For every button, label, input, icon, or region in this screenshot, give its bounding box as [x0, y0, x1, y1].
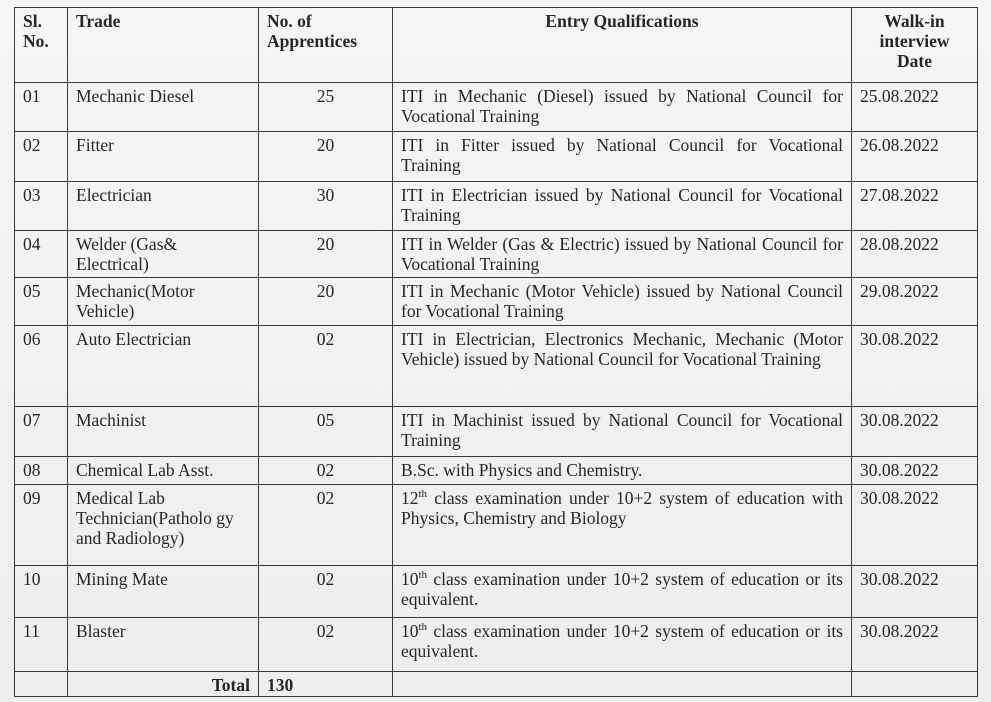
trade-cell: Electrician [68, 182, 259, 231]
trade-cell: Mechanic(Motor Vehicle) [68, 278, 259, 326]
trade-cell: Fitter [68, 132, 259, 182]
qualification-text: class examination under 10+2 system of education or its equivalent. [401, 569, 843, 609]
qualification-cell: ITI in Electrician issued by National Council for Vocational Training [393, 182, 852, 231]
total-row [15, 672, 978, 697]
date-cell: 30.08.2022 [852, 566, 978, 618]
apprentices-cell: 02 [259, 485, 393, 566]
date-cell: 26.08.2022 [852, 132, 978, 182]
header-qualifications [393, 8, 852, 83]
header-qualifications-text: Entry Qualifications [545, 11, 699, 31]
apprentices-cell: 30 [259, 182, 393, 231]
header-date-line2: interview [879, 31, 950, 51]
qualification-text: class examination under 10+2 system of education with Physics, Chemistry and Biology [401, 488, 843, 528]
apprentices-cell: 02 [259, 457, 393, 485]
qualification-cell: B.Sc. with Physics and Chemistry. [393, 457, 852, 485]
sl-no-cell: 06 [15, 326, 68, 407]
trade-cell: Chemical Lab Asst. [68, 457, 259, 485]
sl-no-cell: 05 [15, 278, 68, 326]
table-row [15, 485, 978, 566]
table-header-row [15, 8, 978, 83]
sl-no-cell: 04 [15, 231, 68, 278]
header-date-line1: Walk-in [884, 11, 945, 31]
ordinal-suffix: th [418, 488, 428, 500]
date-cell: 30.08.2022 [852, 485, 978, 566]
sl-no-cell: 01 [15, 83, 68, 132]
header-apprentices-line2: Apprentices [267, 31, 358, 51]
trade-cell: Blaster [68, 618, 259, 672]
date-cell: 30.08.2022 [852, 326, 978, 407]
table-row [15, 407, 978, 457]
qualification-class-number: 10 [401, 569, 419, 589]
table-row [15, 566, 978, 618]
qualification-cell: ITI in Electrician, Electronics Mechanic, Mechanic (Motor Vehicle) issued by National Council for Vocational Training [393, 326, 852, 407]
header-sl-no-line2: No. [23, 31, 49, 51]
ordinal-suffix: th [418, 569, 428, 581]
qualification-cell [393, 485, 852, 566]
table-row [15, 618, 978, 672]
table-row [15, 83, 978, 132]
ordinal-suffix: th [418, 621, 428, 633]
table-row [15, 326, 978, 407]
table-row [15, 182, 978, 231]
trade-cell: Machinist [68, 407, 259, 457]
total-label: Total [68, 672, 259, 697]
trade-cell: Medical Lab Technician(Patholo gy and Radiology) [68, 485, 259, 566]
header-date-line3: Date [897, 51, 932, 71]
qualification-cell [393, 618, 852, 672]
qualification-text: class examination under 10+2 system of education or its equivalent. [401, 621, 843, 661]
header-date [852, 8, 978, 83]
date-cell: 30.08.2022 [852, 407, 978, 457]
qualification-cell: ITI in Welder (Gas & Electric) issued by National Council for Vocational Training [393, 231, 852, 278]
sl-no-cell: 03 [15, 182, 68, 231]
trade-cell: Auto Electrician [68, 326, 259, 407]
trade-cell: Welder (Gas& Electrical) [68, 231, 259, 278]
qualification-cell: ITI in Mechanic (Diesel) issued by National Council for Vocational Training [393, 83, 852, 132]
sl-no-cell: 07 [15, 407, 68, 457]
total-empty-cell [393, 672, 852, 697]
date-cell: 30.08.2022 [852, 457, 978, 485]
sl-no-cell: 09 [15, 485, 68, 566]
qualification-cell [393, 566, 852, 618]
apprentices-cell: 20 [259, 278, 393, 326]
header-trade [68, 8, 259, 83]
qualification-cell: ITI in Fitter issued by National Council for Vocational Training [393, 132, 852, 182]
apprentices-cell: 20 [259, 132, 393, 182]
qualification-class-number: 12 [401, 488, 419, 508]
qualification-class-number: 10 [401, 621, 419, 641]
table-row [15, 132, 978, 182]
header-sl-no-line1: Sl. [23, 11, 42, 31]
apprentices-cell: 02 [259, 566, 393, 618]
sl-no-cell: 10 [15, 566, 68, 618]
apprentices-cell: 25 [259, 83, 393, 132]
total-empty-cell [852, 672, 978, 697]
apprentices-cell: 20 [259, 231, 393, 278]
date-cell: 29.08.2022 [852, 278, 978, 326]
qualification-cell: ITI in Machinist issued by National Council for Vocational Training [393, 407, 852, 457]
apprentices-cell: 02 [259, 618, 393, 672]
header-sl-no [15, 8, 68, 83]
total-empty-cell [15, 672, 68, 697]
date-cell: 25.08.2022 [852, 83, 978, 132]
date-cell: 28.08.2022 [852, 231, 978, 278]
header-apprentices-line1: No. of [267, 11, 312, 31]
sl-no-cell: 02 [15, 132, 68, 182]
header-apprentices [259, 8, 393, 83]
apprentices-cell: 02 [259, 326, 393, 407]
qualification-cell: ITI in Mechanic (Motor Vehicle) issued by National Council for Vocational Training [393, 278, 852, 326]
header-trade-text: Trade [76, 11, 121, 31]
trade-cell: Mining Mate [68, 566, 259, 618]
apprentice-vacancy-table [14, 7, 978, 697]
total-value: 130 [259, 672, 393, 697]
date-cell: 30.08.2022 [852, 618, 978, 672]
apprentices-cell: 05 [259, 407, 393, 457]
table-row [15, 231, 978, 278]
date-cell: 27.08.2022 [852, 182, 978, 231]
table-row [15, 278, 978, 326]
table-row [15, 457, 978, 485]
sl-no-cell: 08 [15, 457, 68, 485]
trade-cell: Mechanic Diesel [68, 83, 259, 132]
sl-no-cell: 11 [15, 618, 68, 672]
